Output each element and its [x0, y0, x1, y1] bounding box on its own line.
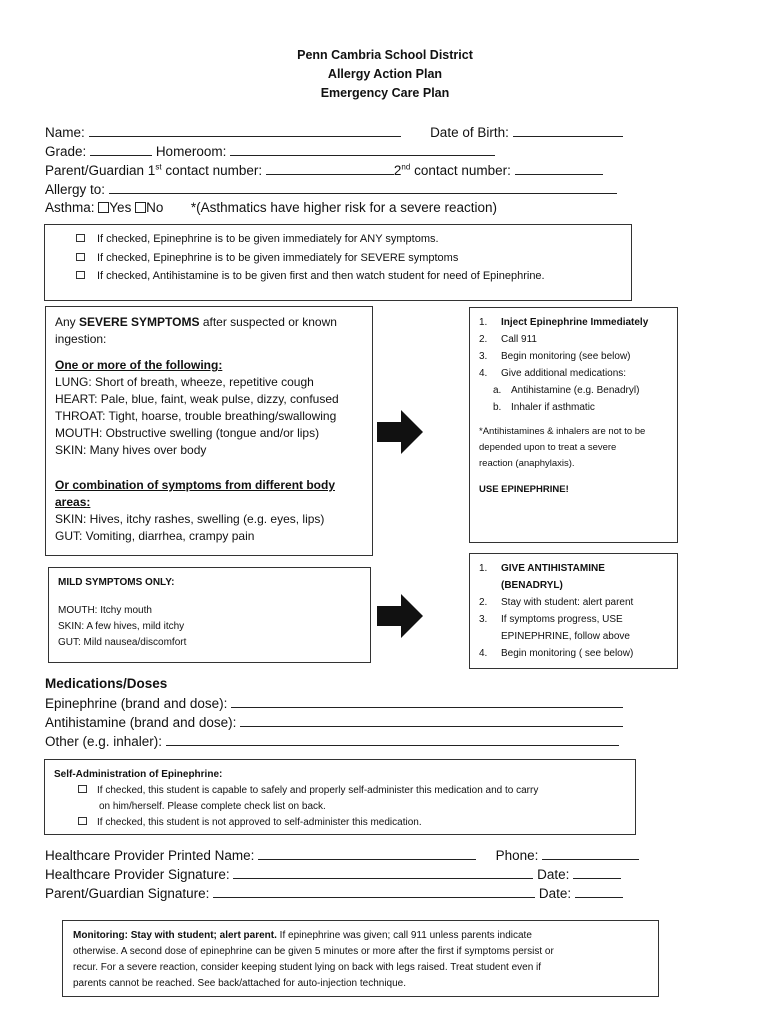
severe-heading-one-or-more: One or more of the following:	[55, 358, 223, 372]
check-severe-label: If checked, Epinephrine is to be given immediately for SEVERE symptoms	[97, 252, 459, 264]
district-title: Penn Cambria School District	[297, 48, 473, 62]
mild-item-mouth: MOUTH: Itchy mouth	[58, 605, 152, 616]
mild-symptoms-box	[48, 567, 371, 663]
provider-name-field[interactable]	[258, 847, 476, 860]
dob-field[interactable]	[513, 124, 623, 137]
severe-item-throat: THROAT: Tight, hoarse, trouble breathing/swallowing	[55, 409, 337, 423]
form-subtitle: Emergency Care Plan	[320, 86, 450, 100]
epinephrine-field[interactable]	[231, 695, 623, 708]
severe-step-2: 2. Call 911	[479, 334, 537, 345]
self-admin-capable-label-2: on him/herself. Please complete check list on back.	[99, 801, 326, 812]
second-contact-label: 2nd contact number:	[393, 162, 511, 178]
parent-date-label: Date:	[538, 886, 572, 901]
provider-signature-label: Healthcare Provider Signature:	[45, 867, 230, 882]
parent-signature-field[interactable]	[213, 885, 535, 898]
epinephrine-label: Epinephrine (brand and dose):	[45, 696, 228, 711]
asthma-yes-label: Yes	[109, 200, 132, 215]
severe-item-skin: SKIN: Many hives over body	[55, 443, 207, 457]
parent-date-field[interactable]	[575, 885, 623, 898]
self-admin-capable-row	[54, 783, 626, 799]
homeroom-field[interactable]	[230, 143, 495, 156]
provider-date-label: Date:	[537, 867, 570, 882]
monitoring-line-4: parents cannot be reached. See back/attached for auto-injection technique.	[73, 978, 407, 989]
asthma-no-checkbox[interactable]	[135, 202, 146, 213]
treatment-options-box	[44, 224, 632, 301]
epinephrine-row	[45, 695, 623, 711]
severe-heading-areas: areas:	[55, 495, 91, 509]
grade-row	[45, 143, 495, 159]
provider-signature-row	[45, 866, 621, 882]
monitoring-line-1: Monitoring: Stay with student; alert parent. If epinephrine was given; call 911 unless parents indicate	[73, 930, 532, 941]
asthma-label: Asthma:	[45, 200, 95, 215]
severe-intro: Any SEVERE SYMPTOMS after suspected or known	[55, 315, 337, 329]
antihistamine-field[interactable]	[240, 714, 623, 727]
antihistamine-note: *Antihistamines & inhalers are not to be depended upon to treat a severe reaction (anaphylaxis).	[479, 426, 646, 469]
severe-step-3: 3. Begin monitoring (see below)	[479, 351, 631, 362]
homeroom-label: Homeroom:	[155, 144, 227, 159]
severe-step-4b: b. Inhaler if asthmatic	[493, 402, 595, 413]
name-row	[45, 124, 623, 140]
severe-heading-combination: Or combination of symptoms from different body	[55, 478, 336, 492]
check-antihistamine-checkbox[interactable]	[76, 271, 85, 279]
other-med-row	[45, 733, 619, 749]
monitoring-line-3: recur. For a severe reaction, consider keeping student lying on back with legs raised. Treat student even if	[73, 962, 542, 973]
provider-signature-field[interactable]	[233, 866, 533, 879]
parent-signature-row	[45, 885, 623, 901]
check-antihistamine-row	[76, 270, 545, 282]
check-any-label: If checked, Epinephrine is to be given immediately for ANY symptoms.	[97, 233, 439, 245]
other-med-field[interactable]	[166, 733, 619, 746]
parent-contact-field[interactable]	[266, 162, 394, 175]
check-antihistamine-label: If checked, Antihistamine is to be given first and then watch student for need of Epinephrine.	[97, 270, 545, 282]
provider-date-field[interactable]	[573, 866, 621, 879]
medications-heading: Medications/Doses	[45, 676, 168, 691]
severe-step-4a: a. Antihistamine (e.g. Benadryl)	[493, 385, 640, 396]
severe-item-heart: HEART: Pale, blue, faint, weak pulse, dizzy, confused	[55, 392, 339, 406]
mild-item-skin: SKIN: A few hives, mild itchy	[58, 621, 185, 632]
phone-field[interactable]	[542, 847, 639, 860]
severe-step-1: 1. Inject Epinephrine Immediately	[479, 317, 649, 328]
self-admin-capable-label: If checked, this student is capable to safely and properly self-administer this medication and to carry	[97, 785, 539, 796]
dob-label: Date of Birth:	[430, 125, 509, 140]
monitoring-box	[62, 920, 659, 997]
parent-contact-label: Parent/Guardian 1st contact number:	[45, 162, 263, 178]
check-any-checkbox[interactable]	[76, 234, 85, 242]
mild-item-gut: GUT: Mild nausea/discomfort	[58, 637, 187, 648]
allergy-field[interactable]	[109, 181, 617, 194]
mild-step-1b: (BENADRYL)	[501, 580, 563, 591]
check-severe-row	[76, 252, 458, 264]
self-admin-box	[44, 759, 636, 835]
allergy-row	[45, 181, 617, 197]
parent-signature-label: Parent/Guardian Signature:	[45, 886, 210, 901]
self-admin-not-approved-checkbox[interactable]	[78, 817, 87, 825]
mild-step-3b: EPINEPHRINE, follow above	[501, 631, 630, 642]
mild-step-2: 2. Stay with student: alert parent	[479, 597, 634, 608]
form-title: Allergy Action Plan	[327, 67, 443, 81]
severe-item2-gut: GUT: Vomiting, diarrhea, crampy pain	[55, 529, 255, 543]
asthma-yes-checkbox[interactable]	[98, 202, 109, 213]
severe-item2-skin: SKIN: Hives, itchy rashes, swelling (e.g. eyes, lips)	[55, 512, 325, 526]
mild-heading: MILD SYMPTOMS ONLY:	[58, 577, 175, 588]
check-severe-checkbox[interactable]	[76, 253, 85, 261]
check-any-row	[76, 233, 439, 245]
use-epinephrine-text: USE EPINEPHRINE!	[479, 484, 569, 495]
self-admin-not-approved-label: If checked, this student is not approved to self-administer this medication.	[97, 817, 422, 828]
grade-label: Grade:	[45, 144, 87, 159]
self-admin-not-approved-row	[54, 815, 626, 831]
second-contact-field[interactable]	[515, 162, 603, 175]
mild-actions-box	[469, 553, 678, 669]
mild-step-1: 1. GIVE ANTIHISTAMINE	[479, 563, 605, 574]
arrow-right-icon	[377, 594, 425, 638]
grade-field[interactable]	[90, 143, 152, 156]
provider-name-label: Healthcare Provider Printed Name:	[45, 848, 255, 863]
provider-name-row	[45, 847, 639, 863]
other-med-label: Other (e.g. inhaler):	[45, 734, 163, 749]
severe-item-mouth: MOUTH: Obstructive swelling (tongue and/or lips)	[55, 426, 320, 440]
antihistamine-row	[45, 714, 623, 730]
severe-symptoms-box	[45, 306, 373, 556]
arrow-right-icon	[377, 410, 425, 454]
self-admin-capable-checkbox[interactable]	[78, 785, 87, 793]
severe-intro-2: ingestion:	[55, 332, 107, 346]
name-label: Name:	[45, 125, 85, 140]
asthma-note: *(Asthmatics have higher risk for a severe reaction)	[190, 200, 498, 215]
contact-row	[45, 162, 603, 178]
allergy-label: Allergy to:	[45, 182, 106, 197]
name-field[interactable]	[89, 124, 401, 137]
severe-item-lung: LUNG: Short of breath, wheeze, repetitive cough	[55, 375, 314, 389]
asthma-no-label: No	[146, 200, 164, 215]
mild-step-4: 4. Begin monitoring ( see below)	[479, 648, 634, 659]
self-admin-heading: Self-Administration of Epinephrine:	[54, 769, 223, 780]
severe-step-4: 4. Give additional medications:	[479, 368, 627, 379]
phone-label: Phone:	[495, 848, 539, 863]
monitoring-line-2: otherwise. A second dose of epinephrine can be given 5 minutes or more after the first if symptoms persist or	[73, 946, 554, 957]
mild-step-3: 3. If symptoms progress, USE	[479, 614, 623, 625]
severe-actions-box	[469, 307, 678, 543]
asthma-row	[45, 200, 497, 215]
antihistamine-label: Antihistamine (brand and dose):	[45, 715, 237, 730]
